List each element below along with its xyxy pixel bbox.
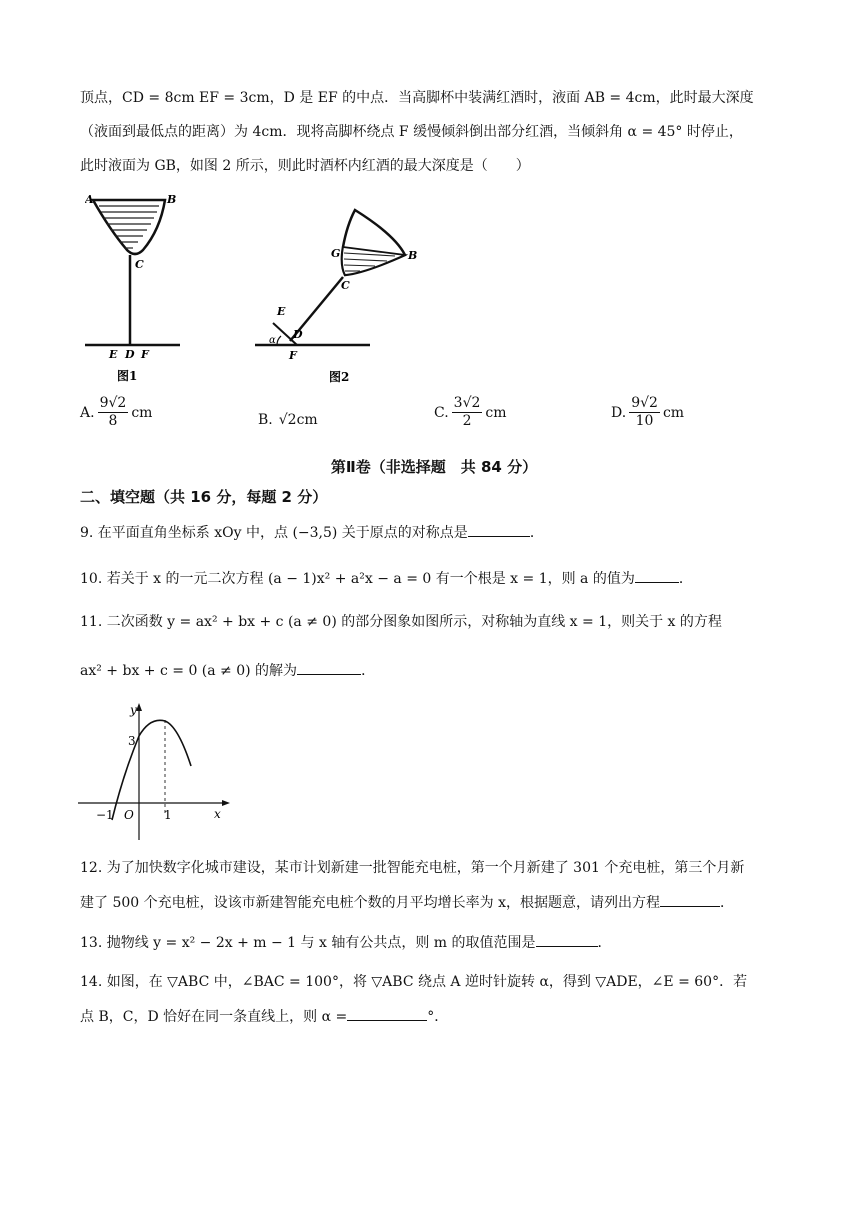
graph-label-three: 3 [128,734,136,748]
option-a[interactable] [80,395,152,430]
fig1-label-a: A [85,193,94,206]
option-a-numerator: 9√2 [99,395,127,411]
graph-x-label: x [214,807,221,821]
option-d-letter: D. [611,404,627,421]
option-c-letter: C. [434,404,449,421]
question-13-text: 13. 抛物线 y = x² − 2x + m − 1 与 x 轴有公共点，则 m 的取值范围是 [80,935,536,951]
option-b-expression: √2cm [278,412,318,428]
fig2-label-alpha: α [269,335,276,346]
fig2-label-f: F [289,349,297,362]
question-11-parabola-graph [78,700,238,845]
option-c-fraction [452,395,483,430]
option-b-letter: B. [258,412,273,428]
fig1-label-c: C [135,258,144,271]
option-c-denominator: 2 [462,413,472,429]
option-d-fraction [629,395,660,430]
graph-label-one: 1 [164,808,172,822]
question-11-text: ax² + bx + c = 0 (a ≠ 0) 的解为 [80,663,298,679]
question-14-answer-blank[interactable] [347,1006,427,1021]
option-a-fraction [98,395,129,430]
question-13-answer-blank[interactable] [536,932,598,947]
question-11-answer-blank[interactable] [297,660,361,675]
part2-title: 第Ⅱ卷（非选择题 共 84 分） [330,458,538,476]
question-10-answer-blank[interactable] [635,568,679,583]
question-11-period: ． [361,663,376,679]
option-d-unit: cm [662,404,685,421]
question-10-period: ． [678,571,693,587]
question-9-text: 9. 在平面直角坐标系 xOy 中，点 (−3,5) 关于原点的对称点是 [80,525,468,541]
question-12-line1: 12. 为了加快数字化城市建设，某市计划新建一批智能充电桩，第一个月新建了 301 个充电桩，第三个月新 [80,860,745,876]
question-13 [80,932,612,953]
option-b[interactable] [258,412,318,428]
question-9 [80,522,544,543]
question-14-text: 点 B，C，D 恰好在同一条直线上，则 α = [80,1009,348,1025]
option-a-denominator: 8 [108,413,118,429]
question-12-answer-blank[interactable] [660,892,720,907]
question-13-period: ． [597,935,612,951]
fig1-label-d: D [125,348,135,361]
option-a-letter: A. [80,404,95,421]
question-11-line1: 11. 二次函数 y = ax² + bx + c (a ≠ 0) 的部分图象如图所示，对称轴为直线 x = 1，则关于 x 的方程 [80,614,722,630]
section2-heading: 二、填空题（共 16 分，每题 2 分） [80,488,328,506]
problem8-text-line3: 此时液面为 GB，如图 2 所示，则此时酒杯内红酒的最大深度是（ ） [80,158,530,174]
fig1-label-f: F [141,348,149,361]
fig1-label-e: E [109,348,118,361]
problem8-text-line1: 顶点，CD = 8cm EF = 3cm，D 是 EF 的中点．当高脚杯中装满红酒时，液面 AB = 4cm，此时最大深度 [80,90,754,106]
question-10 [80,568,693,589]
fig2-caption: 图2 [329,370,350,384]
question-14-degree: °． [427,1009,449,1025]
question-14-line1: 14. 如图，在 ▽ABC 中，∠BAC = 100°，将 ▽ABC 绕点 A 逆时针旋转 α，得到 ▽ADE，∠E = 60°．若 [80,974,748,990]
fig1-label-b: B [167,193,177,206]
fig2-label-g: G [331,247,341,260]
problem8-text-line2: （液面到最低点的距离）为 4cm．现将高脚杯绕点 F 缓慢倾斜倒出部分红酒，当倾斜角 α = 45° 时停止， [80,124,743,140]
question-11-line2 [80,660,375,681]
fig2-label-e: E [277,305,286,318]
figure-1-wine-glass [85,190,195,390]
question-9-answer-blank[interactable] [468,522,530,537]
figure-2-tilted-glass [255,205,435,390]
fig2-label-b: B [408,249,418,262]
option-c-numerator: 3√2 [453,395,481,411]
option-d-denominator: 10 [635,413,654,429]
graph-origin-label: O [124,808,134,822]
question-14-line2 [80,1006,448,1027]
question-10-text: 10. 若关于 x 的一元二次方程 (a − 1)x² + a²x − a = 0 有一个根是 x = 1，则 a 的值为 [80,571,635,587]
graph-y-label: y [130,703,137,717]
option-d-numerator: 9√2 [631,395,658,411]
option-c-unit: cm [485,404,507,421]
question-9-period: ． [529,525,544,541]
graph-label-neg-one: −1 [96,808,114,822]
fig1-caption: 图1 [117,369,138,383]
fig2-label-d: D [293,328,303,341]
option-d[interactable] [611,395,684,430]
question-12-line2 [80,892,734,913]
question-12-text: 建了 500 个充电桩，设该市新建智能充电桩个数的月平均增长率为 x，根据题意，请列出方程 [80,895,660,911]
question-12-period: ． [719,895,734,911]
fig2-label-c: C [341,279,350,292]
option-a-unit: cm [131,404,153,421]
option-c[interactable] [434,395,507,430]
